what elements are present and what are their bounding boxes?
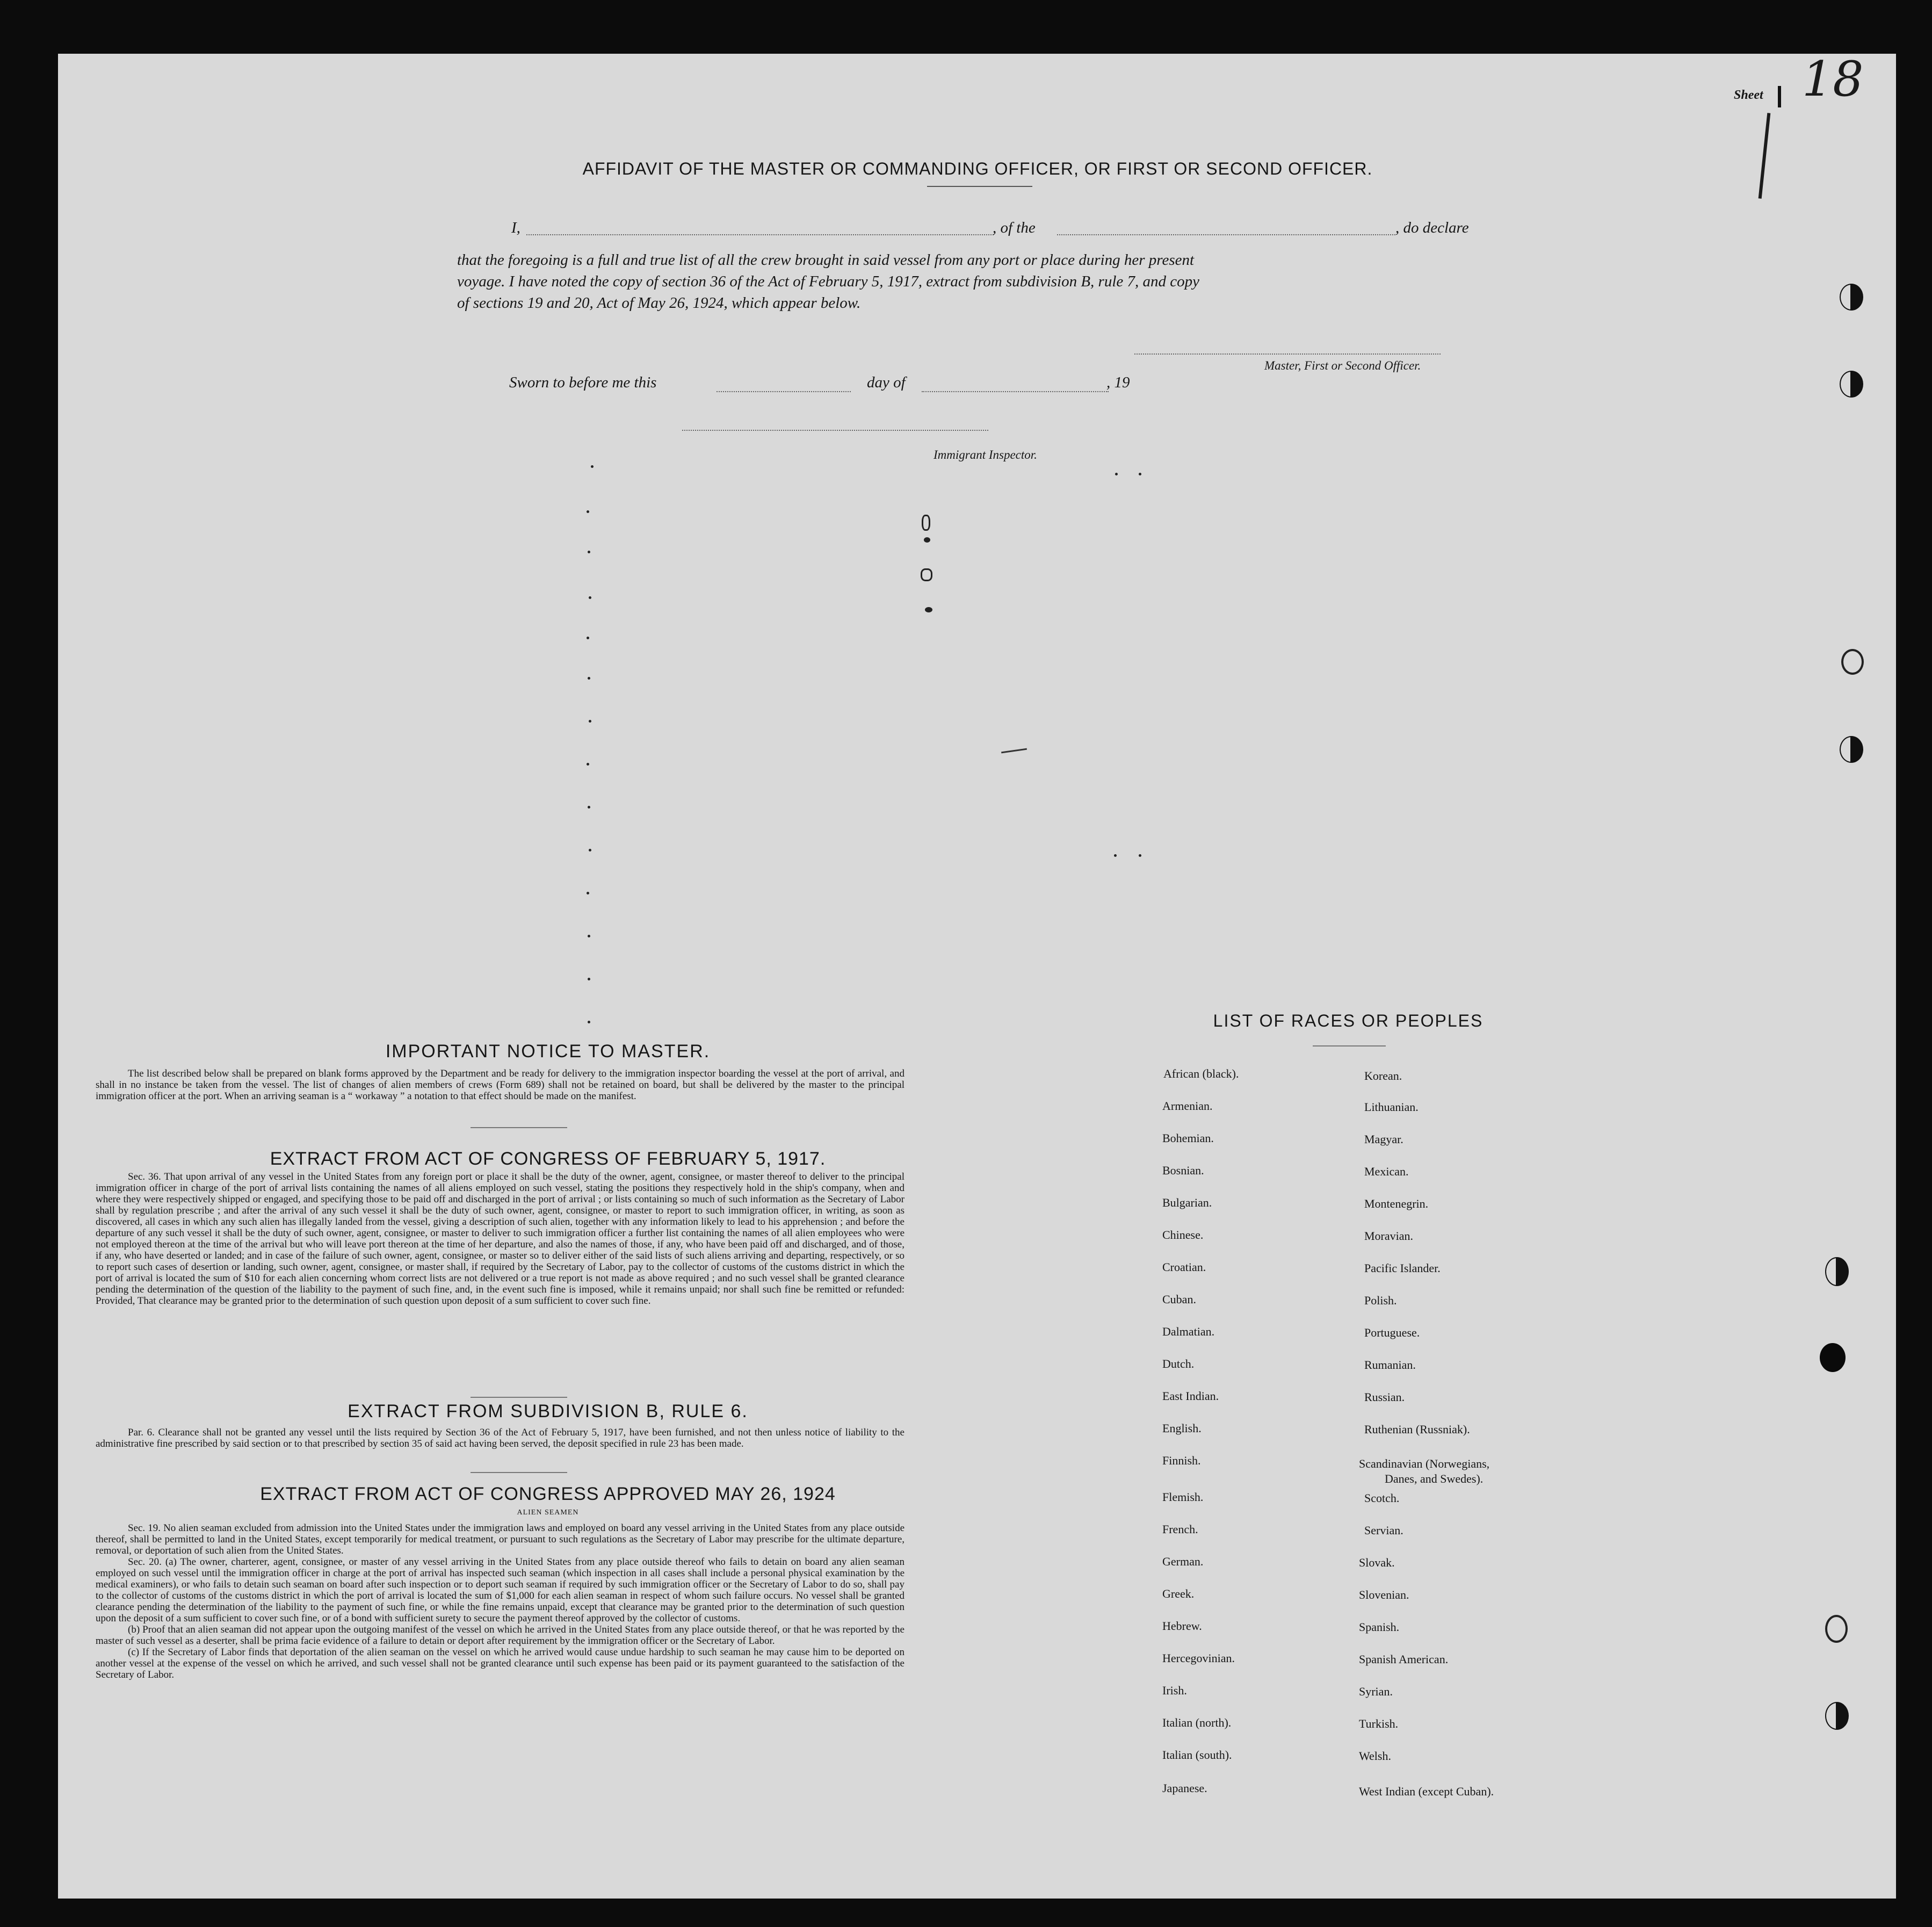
- speck: [588, 935, 590, 937]
- race-item: Slovak.: [1359, 1556, 1395, 1569]
- speck: [587, 892, 589, 894]
- extract-1924-title: EXTRACT FROM ACT OF CONGRESS APPROVED MAY 26, 1924: [260, 1484, 836, 1504]
- race-item: Hercegovinian.: [1162, 1651, 1235, 1665]
- race-item: Greek.: [1162, 1587, 1195, 1600]
- race-item: Bosnian.: [1162, 1164, 1204, 1177]
- affidavit-line-1: that the foregoing is a full and true list of all the crew brought in said vessel from any port or place during her present: [457, 251, 1195, 269]
- speck: [588, 551, 590, 553]
- inspector-signature-line[interactable]: [682, 430, 988, 431]
- race-item: Finnish.: [1162, 1454, 1201, 1467]
- divider: [471, 1397, 567, 1398]
- affidavit-line-3: of sections 19 and 20, Act of May 26, 1924, which appear below.: [457, 294, 861, 312]
- name-field-line[interactable]: [526, 234, 994, 235]
- race-item: Dutch.: [1162, 1357, 1195, 1370]
- race-item: Ruthenian (Russniak).: [1364, 1423, 1470, 1436]
- master-label: Master, First or Second Officer.: [1264, 359, 1421, 372]
- sworn-text: Sworn to before me this: [509, 374, 657, 391]
- sec-20b-text: (b) Proof that an alien seaman did not appear upon the outgoing manifest of the vessel on which he arrived in the United States from any place outside thereof, or that he was reported by the master of such vessel as a deserter, shall be prima facie evidence of a failure to detain or deport after requirement by the immigration officer or the Secretary of Labor.: [96, 1624, 905, 1647]
- race-item: Korean.: [1364, 1069, 1402, 1082]
- speck: [589, 596, 591, 599]
- ink-mark: [922, 515, 930, 531]
- race-item: Portuguese.: [1364, 1326, 1420, 1339]
- race-item: Welsh.: [1359, 1749, 1391, 1763]
- race-item: Bohemian.: [1162, 1131, 1214, 1145]
- race-item: Flemish.: [1162, 1490, 1204, 1504]
- race-item: Scandinavian (Norwegians,: [1359, 1457, 1490, 1470]
- race-item: Polish.: [1364, 1294, 1397, 1307]
- race-item: Armenian.: [1162, 1099, 1213, 1113]
- race-item: Hebrew.: [1162, 1619, 1202, 1633]
- race-item: Magyar.: [1364, 1132, 1403, 1146]
- race-item: Italian (south).: [1162, 1748, 1232, 1762]
- speck: [1114, 854, 1117, 857]
- ink-mark: [921, 568, 932, 581]
- race-item: Croatian.: [1162, 1260, 1206, 1274]
- year-text: , 19: [1106, 374, 1130, 391]
- divider: [1313, 1045, 1386, 1047]
- speck: [1115, 473, 1118, 475]
- race-item: Cuban.: [1162, 1293, 1196, 1306]
- notice-text: The list described below shall be prepared on blank forms approved by the Department and be ready for delivery to the immigration inspector boarding the vessel at the port of arrival, and shall in no instance be taken from the vessel. The list of changes of alien members of crews (Form 689) shall not be retained on board, but shall be delivered by the master to the principal immigration officer at the port. When an arriving seaman is a “ workaway ” a notation to that effect should be made on the manifest.: [96, 1068, 905, 1102]
- race-item: Pacific Islander.: [1364, 1261, 1441, 1275]
- race-item: Servian.: [1364, 1524, 1403, 1537]
- race-item: East Indian.: [1162, 1389, 1219, 1403]
- sheet-label: Sheet: [1734, 88, 1763, 102]
- race-item: Rumanian.: [1364, 1358, 1416, 1372]
- speck: [1139, 473, 1141, 475]
- speck: [587, 763, 589, 766]
- speck: [588, 1021, 590, 1023]
- race-item: Slovenian.: [1359, 1588, 1409, 1601]
- extract-1924-body: [96, 1522, 905, 1680]
- punch-hole: [1840, 736, 1863, 763]
- speck: [591, 465, 594, 468]
- race-item: Montenegrin.: [1364, 1197, 1429, 1210]
- race-item: French.: [1162, 1522, 1198, 1536]
- affidavit-title: AFFIDAVIT OF THE MASTER OR COMMANDING OFFICER, OR FIRST OR SECOND OFFICER.: [582, 159, 1373, 178]
- race-item: Lithuanian.: [1364, 1100, 1419, 1114]
- affidavit-line-2: voyage. I have noted the copy of section 36 of the Act of February 5, 1917, extract from subdivision B, rule 7, and copy: [457, 273, 1200, 290]
- punch-hole: [1825, 1257, 1849, 1286]
- race-item: Moravian.: [1364, 1229, 1414, 1243]
- rule6-text: Par. 6. Clearance shall not be granted any vessel until the lists required by Section 36 of the Act of February 5, 1917, have been furnished, and not then unless notice of liability to the administrative fine prescribed by said section or to that prescribed by section 35 of said act having been served, the deposit specified in rule 23 has been made.: [96, 1427, 905, 1449]
- race-item: Spanish.: [1359, 1620, 1400, 1634]
- sec-20c-text: (c) If the Secretary of Labor finds that deportation of the alien seaman on the vessel on which he arrived would cause undue hardship to such seaman he may cause him to be deported on another vessel at the expense of the vessel on which he arrived, and such vessel shall not be granted clearance until such expense has been paid or its payment guaranteed to the satisfaction of the Secretary of Labor.: [96, 1647, 905, 1680]
- sec-19-text: Sec. 19. No alien seaman excluded from admission into the United States under the immigration laws and employed on board any vessel arriving in the United States from any place outside thereof, shall be permitted to land in the United States, except temporarily for medical treatment, or pursuant to such regulations as the Secretary of Labor may prescribe for the ultimate departure, removal, or deportation of such alien from the United States.: [96, 1522, 905, 1556]
- affidavit-i: I,: [511, 219, 520, 236]
- race-item: Russian.: [1364, 1390, 1405, 1404]
- sworn-month-line[interactable]: [922, 391, 1109, 392]
- speck: [589, 720, 591, 723]
- punch-hole: [1825, 1702, 1849, 1730]
- race-item: English.: [1162, 1421, 1202, 1435]
- extract-1924-subtitle: ALIEN SEAMEN: [517, 1509, 579, 1517]
- ink-mark: [924, 537, 930, 543]
- sworn-day-line[interactable]: [717, 391, 851, 392]
- race-item: Dalmatian.: [1162, 1325, 1215, 1338]
- race-item: Turkish.: [1359, 1717, 1399, 1730]
- punch-hole: [1840, 284, 1863, 311]
- punch-hole: [1840, 371, 1863, 398]
- divider: [927, 186, 1032, 187]
- race-item: Syrian.: [1359, 1685, 1393, 1698]
- vessel-field-line[interactable]: [1057, 234, 1395, 235]
- speck: [588, 806, 590, 809]
- race-item: Japanese.: [1162, 1781, 1207, 1795]
- punch-hole: [1825, 1615, 1848, 1643]
- extract-1917-title: EXTRACT FROM ACT OF CONGRESS OF FEBRUARY 5, 1917.: [270, 1149, 826, 1169]
- races-title: LIST OF RACES OR PEOPLES: [1213, 1011, 1484, 1030]
- ink-mark: [925, 607, 932, 612]
- speck: [589, 849, 591, 851]
- divider: [471, 1472, 567, 1473]
- notice-title: IMPORTANT NOTICE TO MASTER.: [385, 1041, 711, 1062]
- day-of-text: day of: [867, 374, 906, 391]
- extract-1917-text: Sec. 36. That upon arrival of any vessel in the United States from any foreign port or place it shall be the duty of the owner, agent, consignee, or master thereof to deliver to the principal immigration officer in charge of the port of arrival lists containing the names of all aliens employed on such vessel, stating the positions they respectively hold in the ship's company, when and where they were respectively shipped or engaged, and specifying those to be paid off and discharged in the port of arrival ; or lists containing so much of such information as the Secretary of Labor shall by regulation prescribe ; and after the arrival of any such vessel it shall be the duty of such owner, agent, consignee, or master to report to such immigration officer, in writing, as soon as discovered, all cases in which any such alien has illegally landed from the vessel, giving a description of such alien, together with any information likely to lead to his apprehension ; and before the departure of any such vessel it shall be the duty of such owner, agent, consignee, or master to deliver to such immigration officer a further list containing the names of all alien employees who were not employed thereon at the time of the arrival but who will leave port thereon at the time of her departure, and also the names of those, if any, who have been paid off and discharged, and of those, if any, who have deserted or landed; and in case of the failure of such owner, agent, consignee, or master so to deliver either of the said lists of such aliens arriving and departing, respectively, or so to report such cases of desertion or landing, such owner, agent, consignee, or master shall, if required by the Secretary of Labor, pay to the collector of customs of the customs district in which the port of arrival is located the sum of $10 for each alien concerning whom correct lists are not delivered or a true report is not made as above required ; and no such vessel shall be granted clearance pending the determination of the question of the liability to the payment of such fine, and, in the event such fine is imposed, while it remains unpaid; nor shall such fine be remitted or refunded: Provided, That clearance may be granted prior to the determination of such question upon deposit of a sum sufficient to cover such fine.: [96, 1171, 905, 1307]
- affidavit-do-declare: , do declare: [1395, 219, 1469, 236]
- master-signature-line[interactable]: [1134, 353, 1441, 355]
- race-item: Irish.: [1162, 1684, 1187, 1697]
- race-item: Mexican.: [1364, 1165, 1409, 1178]
- race-item: West Indian (except Cuban).: [1359, 1785, 1494, 1798]
- rule6-title: EXTRACT FROM SUBDIVISION B, RULE 6.: [348, 1401, 748, 1421]
- speck: [1139, 854, 1141, 857]
- punch-hole: [1841, 649, 1864, 675]
- race-item: African (black).: [1163, 1067, 1239, 1080]
- sheet-bracket: [1778, 86, 1781, 107]
- race-item-scandinavian-cont: Danes, and Swedes).: [1385, 1472, 1484, 1485]
- inspector-label: Immigrant Inspector.: [934, 448, 1037, 461]
- race-item: Scotch.: [1364, 1491, 1400, 1505]
- handwritten-sheet-number: 18: [1802, 51, 1864, 107]
- affidavit-of-the: , of the: [993, 219, 1036, 236]
- punch-hole: [1820, 1343, 1846, 1372]
- race-item: German.: [1162, 1555, 1204, 1568]
- race-item: Italian (north).: [1162, 1716, 1232, 1729]
- race-item: Bulgarian.: [1162, 1196, 1212, 1209]
- race-item: Chinese.: [1162, 1228, 1204, 1242]
- race-item: Spanish American.: [1359, 1652, 1449, 1666]
- speck: [588, 677, 590, 680]
- divider: [471, 1127, 567, 1128]
- speck: [587, 510, 589, 513]
- sec-20a-text: Sec. 20. (a) The owner, charterer, agent, consignee, or master of any vessel arriving in the United States from any place outside thereof who fails to detain on board any alien seaman employed on such vessel until the immigration officer in charge at the port of arrival has inspected such seaman (which inspection in all cases shall include a personal physical examination by the medical examiners), or who fails to detain such seaman on board after such inspection or to deport such seaman if required by such immigration officer or the Secretary of Labor to do so, shall pay to the collector of customs of the customs district in which the port of arrival is located the sum of $1,000 for each alien seaman in respect of whom such failure occurs. No vessel shall be granted clearance pending the determination of the liability to the payment of such fine, or while the fine remains unpaid, except that clearance may be granted prior to the determination of such question upon the deposit of a sum sufficient to cover such fine, or of a bond with sufficient surety to secure the payment thereof approved by the collector of customs.: [96, 1556, 905, 1624]
- speck: [588, 978, 590, 980]
- speck: [587, 637, 589, 639]
